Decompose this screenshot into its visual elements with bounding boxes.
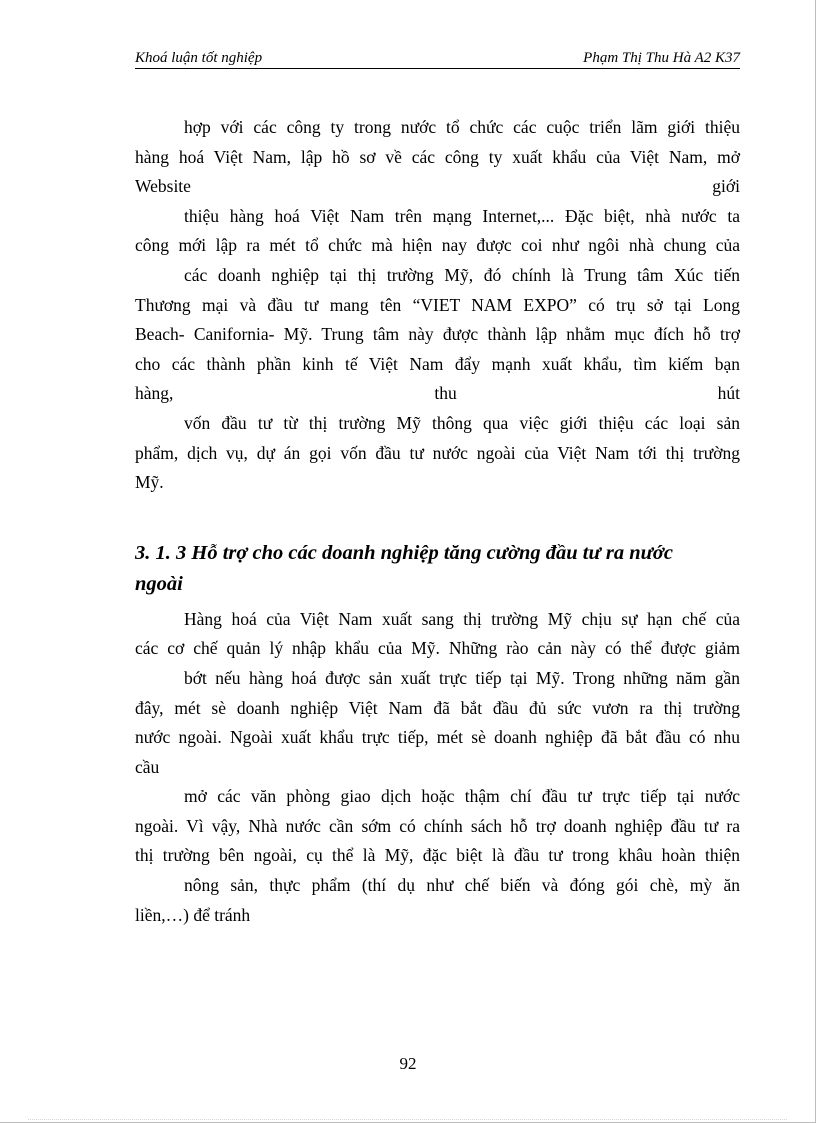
text-line: liền,…) để tránh [135, 904, 251, 925]
section-heading-line-2: ngoài [135, 572, 183, 595]
text-line: hàng, thu hút [135, 383, 740, 404]
text-line: Mỹ. [135, 472, 164, 493]
text-line: ngoài. Vì vậy, Nhà nước cần sớm có chính sách hỗ trợ doanh nghiệp đầu tư ra [135, 815, 740, 836]
text-line: thiệu hàng hoá Việt Nam trên mạng Internet,... Đặc biệt, nhà nước ta [184, 205, 740, 226]
paragraph-1 [135, 113, 740, 498]
section-heading [135, 538, 740, 600]
text-line: công mới lập ra mét tổ chức mà hiện nay được coi như ngôi nhà chung của [135, 235, 740, 256]
text-line: hợp với các công ty trong nước tổ chức các cuộc triển lãm giới thiệu [184, 117, 740, 137]
text-line: phẩm, dịch vụ, dự án gọi vốn đầu tư nước ngoài của Việt Nam tới thị trường [135, 442, 740, 463]
header-thesis-title: Khoá luận tốt nghiệp [135, 50, 263, 66]
text-line: Thương mại và đầu tư mang tên “VIET NAM EXPO” có trụ sở tại Long [135, 294, 740, 315]
paragraph-2 [135, 605, 740, 931]
page-number: 92 [399, 1054, 417, 1073]
text-line: nông sản, thực phẩm (thí dụ như chế biến và đóng gói chè, mỳ ăn [184, 875, 740, 896]
section-heading-line-1: 3. 1. 3 Hỗ trợ cho các doanh nghiệp tăng cường đầu tư ra nước [135, 541, 673, 564]
header-author: Phạm Thị Thu Hà A2 K37 [583, 50, 740, 66]
text-line: các doanh nghiệp tại thị trường Mỹ, đó chính là Trung tâm Xúc tiến [184, 264, 740, 285]
text-line: vốn đầu tư từ thị trường Mỹ thông qua việc giới thiệu các loại sản [184, 412, 740, 433]
text-line: các cơ chế quản lý nhập khẩu của Mỹ. Những rào cản này có thể được giảm [135, 638, 740, 659]
text-line: bớt nếu hàng hoá được sản xuất trực tiếp tại Mỹ. Trong những năm gần [184, 667, 740, 688]
text-line: nước ngoài. Ngoài xuất khẩu trực tiếp, mét sè doanh nghiệp đã bắt đầu có nhu [135, 727, 740, 748]
text-line: Hàng hoá của Việt Nam xuất sang thị trường Mỹ chịu sự hạn chế của [184, 608, 740, 629]
text-line: hàng hoá Việt Nam, lập hồ sơ về các công ty xuất khẩu của Việt Nam, mở [135, 146, 740, 167]
text-line: Website giới [135, 176, 740, 197]
text-line: Beach- Canifornia- Mỹ. Trung tâm này được thành lập nhằm mục đích hỗ trợ [135, 324, 740, 345]
text-line: cho các thành phần kinh tế Việt Nam đẩy mạnh xuất khẩu, tìm kiếm bạn [135, 353, 740, 374]
text-line: thị trường bên ngoài, cụ thể là Mỹ, đặc biệt là đầu tư trong khâu hoàn thiện [135, 845, 740, 866]
page-header [135, 50, 740, 69]
page-body [135, 113, 740, 930]
text-line: mở các văn phòng giao dịch hoặc thậm chí đầu tư trực tiếp tại nước [184, 786, 740, 807]
text-line: cầu [135, 756, 160, 777]
text-line: đây, mét sè doanh nghiệp Việt Nam đã bắt đầu đủ sức vươn ra thị trường [135, 697, 740, 718]
footer-divider [28, 1119, 787, 1120]
